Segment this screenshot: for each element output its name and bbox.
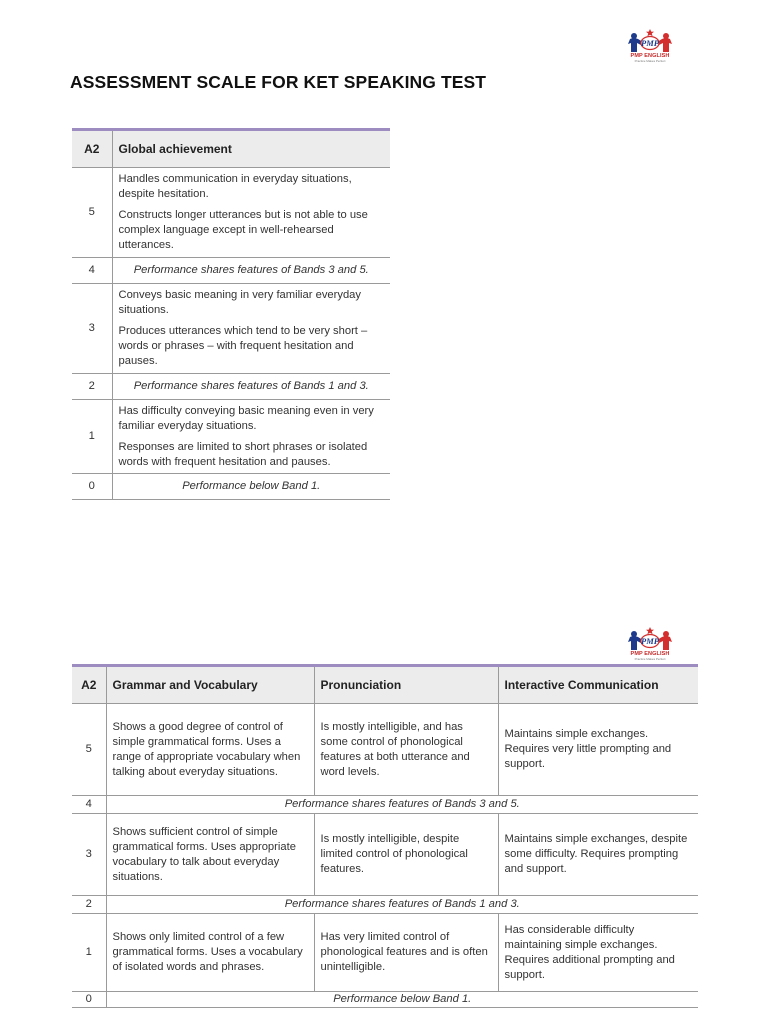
band-description bbox=[112, 284, 390, 374]
page-title: ASSESSMENT SCALE FOR KET SPEAKING TEST bbox=[70, 72, 487, 92]
grammar-descriptor: Shows a good degree of control of simple grammatical forms. Uses a range of appropriate vocabulary when talking about everyday situations. bbox=[106, 704, 314, 796]
level-header: A2 bbox=[72, 666, 106, 704]
brand-slogan: Practice Makes Perfect bbox=[634, 59, 666, 63]
descriptor-text: Has difficulty conveying basic meaning even in very familiar everyday situations. bbox=[118, 404, 374, 432]
pronunciation-header: Pronunciation bbox=[314, 666, 498, 704]
band-description bbox=[112, 400, 390, 474]
pmp-emblem-icon bbox=[625, 28, 675, 54]
descriptor-text: Produces utterances which tend to be very short – words or phrases – with frequent hesitation and pauses. bbox=[118, 325, 368, 367]
descriptor-text: Responses are limited to short phrases or isolated words with frequent hesitation and pauses. bbox=[118, 440, 368, 468]
interactive-descriptor: Has considerable difficulty maintaining simple exchanges. Requires additional prompting and support. bbox=[498, 914, 698, 992]
level-header: A2 bbox=[72, 130, 112, 168]
table-row bbox=[72, 258, 390, 284]
band-number: 1 bbox=[72, 400, 112, 474]
band-below-note: Performance below Band 1. bbox=[112, 474, 390, 500]
pronunciation-descriptor: Is mostly intelligible, and has some control of phonological features at both utterance and word levels. bbox=[314, 704, 498, 796]
svg-text:PMP: PMP bbox=[641, 38, 659, 48]
pronunciation-descriptor: Has very limited control of phonological features and is often unintelligible. bbox=[314, 914, 498, 992]
descriptor-text: Handles communication in everyday situations, despite hesitation. bbox=[118, 173, 352, 200]
brand-slogan: Practice Makes Perfect bbox=[634, 657, 666, 661]
shared-features-note: Performance shares features of Bands 1 and 3. bbox=[106, 896, 698, 914]
table-row bbox=[72, 284, 390, 374]
brand-name: PMP ENGLISH bbox=[630, 53, 670, 59]
table-row bbox=[72, 914, 698, 992]
pronunciation-descriptor: Is mostly intelligible, despite limited control of phonological features. bbox=[314, 814, 498, 896]
band-number: 5 bbox=[72, 704, 106, 796]
table-header-row bbox=[72, 130, 390, 168]
shared-features-note: Performance shares features of Bands 3 and 5. bbox=[112, 258, 390, 284]
interactive-descriptor: Maintains simple exchanges. Requires very little prompting and support. bbox=[498, 704, 698, 796]
band-number: 0 bbox=[72, 992, 106, 1008]
band-number: 1 bbox=[72, 914, 106, 992]
band-number: 4 bbox=[72, 796, 106, 814]
table-row bbox=[72, 474, 390, 500]
brand-name: PMP ENGLISH bbox=[630, 651, 670, 657]
grammar-descriptor: Shows sufficient control of simple grammatical forms. Uses appropriate vocabulary to talk about everyday situations. bbox=[106, 814, 314, 896]
interactive-descriptor: Maintains simple exchanges, despite some difficulty. Requires prompting and support. bbox=[498, 814, 698, 896]
band-number: 4 bbox=[72, 258, 112, 284]
grammar-descriptor: Shows only limited control of a few grammatical forms. Uses a vocabulary of isolated words and phrases. bbox=[106, 914, 314, 992]
band-number: 5 bbox=[72, 168, 112, 258]
brand-logo-top bbox=[625, 28, 675, 62]
table-row bbox=[72, 374, 390, 400]
table-row bbox=[72, 992, 698, 1008]
band-number: 0 bbox=[72, 474, 112, 500]
descriptor-text: Constructs longer utterances but is not able to use complex language except in well-rehearsed utterances. bbox=[118, 209, 368, 251]
brand-logo-bottom bbox=[625, 626, 675, 660]
band-number: 2 bbox=[72, 896, 106, 914]
band-below-note: Performance below Band 1. bbox=[106, 992, 698, 1008]
table-row bbox=[72, 704, 698, 796]
grammar-vocabulary-header: Grammar and Vocabulary bbox=[106, 666, 314, 704]
table-header-row bbox=[72, 666, 698, 704]
pmp-emblem-icon bbox=[625, 626, 675, 652]
band-number: 2 bbox=[72, 374, 112, 400]
global-achievement-header: Global achievement bbox=[112, 130, 390, 168]
interactive-communication-header: Interactive Communication bbox=[498, 666, 698, 704]
table-row bbox=[72, 796, 698, 814]
global-achievement-table bbox=[72, 128, 390, 500]
shared-features-note: Performance shares features of Bands 1 and 3. bbox=[112, 374, 390, 400]
svg-text:PMP: PMP bbox=[641, 636, 659, 646]
table-row bbox=[72, 400, 390, 474]
band-description bbox=[112, 168, 390, 258]
band-number: 3 bbox=[72, 284, 112, 374]
descriptor-text: Conveys basic meaning in very familiar everyday situations. bbox=[118, 289, 361, 316]
band-number: 3 bbox=[72, 814, 106, 896]
analytic-scales-table bbox=[72, 664, 698, 1008]
table-row bbox=[72, 814, 698, 896]
shared-features-note: Performance shares features of Bands 3 and 5. bbox=[106, 796, 698, 814]
table-row bbox=[72, 168, 390, 258]
table-row bbox=[72, 896, 698, 914]
